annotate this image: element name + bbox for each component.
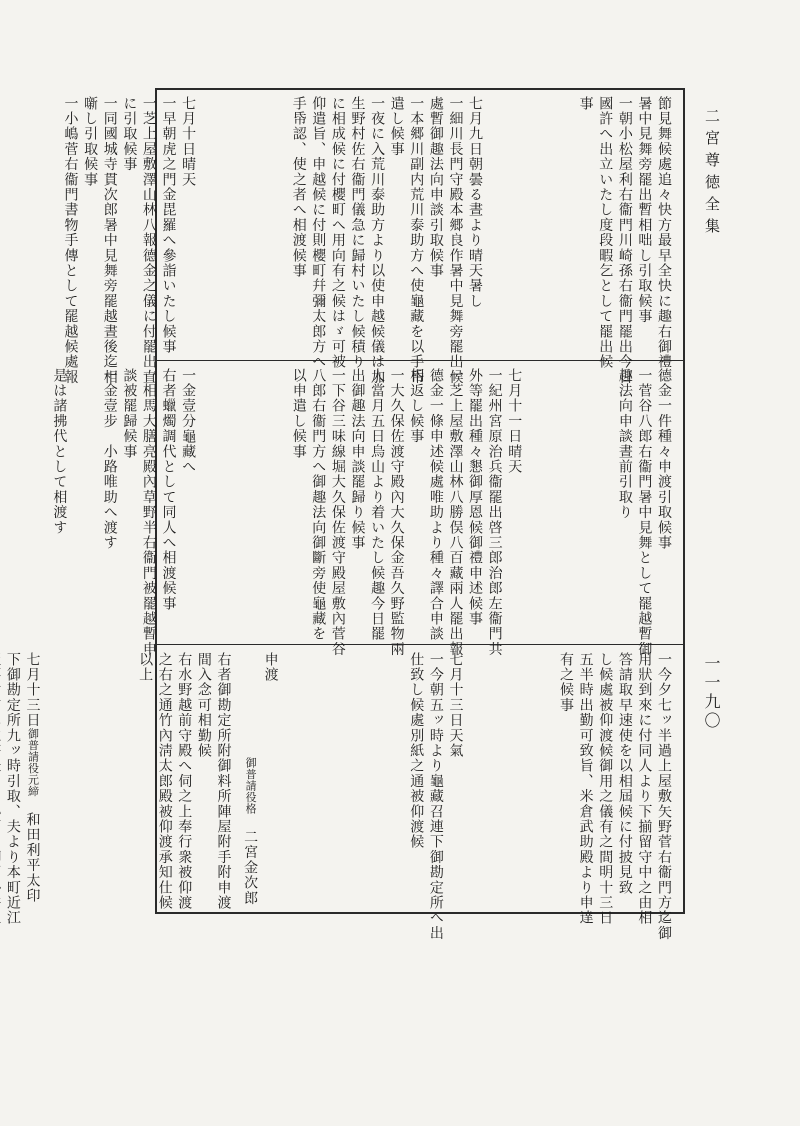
signature-date: 七月十三日 (24, 652, 41, 728)
text-line: 遣し候事 (388, 96, 405, 157)
text-line: 右者蠟燭調代として同人へ相渡候事 (160, 368, 177, 612)
text-line (0, 652, 2, 906)
text-line: 德金一件種々申渡引取候事 (656, 368, 672, 551)
text-line: 德金一條申述候處唯助より種々譯合申談 (427, 368, 444, 642)
text-line: 趣法向申談晝前引取り (616, 368, 633, 520)
appointment-line (232, 652, 260, 906)
text-line: 一菅谷八郎右衞門暑中見舞として罷越暫御 (636, 368, 653, 657)
middle-band (51, 362, 683, 657)
signer-name: 和田利平太印 (24, 812, 41, 904)
text-line: 事 (577, 96, 594, 112)
text-line: 一小嶋菅右衞門書物手傳として罷越候處報 (62, 96, 79, 385)
text-line: 手帋認、使之者へ相渡候事 (290, 96, 307, 279)
running-head: 二宮尊徳全集 (703, 108, 721, 240)
text-line: 八郎右衞門方へ御趣法向御斷旁使龜藏を (310, 368, 327, 642)
text-line: 出御趣法向申談罷歸り候事 (349, 368, 366, 551)
aside-note: 龜藏へ (180, 428, 197, 475)
text-line: 間入念可相勤候 (195, 652, 212, 759)
text-line: 相返し候事 (408, 368, 425, 444)
text-line: に引取候事 (121, 96, 138, 172)
date-heading: 七月十一日晴天 (506, 368, 523, 475)
text-line: 之右之通竹內淸太郎殿被仰渡承知仕候 (156, 652, 173, 911)
text-line: 一芝上屋敷澤山林八報德金之儀に付罷出直 (140, 96, 157, 385)
text-line: 一下谷三味線堀大久保佐渡守殿屋敷內菅谷 (329, 368, 346, 657)
text-line: 下御勘定所九ッ時引取、夫より本町近江 (4, 652, 21, 926)
text-line: 一細川長門守殿本郷良作暑中見舞旁罷出候 (447, 96, 464, 385)
text-line: 一本郷川副内荒川泰助方へ使龜藏を以手帋 (408, 96, 425, 385)
text-line: 右者御勘定所附御料所陣屋附手附申渡 (215, 652, 232, 911)
text-line: 節見舞候處追々快方最早全快に趣右御禮 (656, 96, 672, 370)
date-heading (22, 652, 135, 906)
text-line: 人當月五日烏山より着いたし候趣今日罷 (369, 368, 386, 642)
text-line: 答請取早速使を以相屆候に付披見致 (616, 652, 633, 896)
text-line: 一今朝五ッ時より龜藏召連下御勘定所へ出 (427, 652, 444, 941)
text-line: 一朝小松屋利右衞門川崎孫右衞門罷出今日 (616, 96, 633, 385)
text-line: 一大久保佐渡守殿內大久保金吾久野監物兩 (388, 368, 405, 657)
date-heading: 七月九日朝曇る晝より晴天暑し (467, 96, 484, 309)
text-line (178, 368, 289, 638)
text-line: 仰遣旨、申越候に付則櫻町幷彌太郎方へ (310, 96, 327, 370)
text-line: 暑中見舞旁罷出暫相咄し引取候事 (636, 96, 653, 324)
text-line: 談被罷歸候事 (121, 368, 138, 460)
text-line: し候處被仰渡候御用之儀有之間明十三日 (597, 652, 614, 926)
text-line: 以上 (137, 652, 154, 683)
text-line: 處暫御趣法向申談引取候事 (427, 96, 444, 279)
date-heading (0, 368, 49, 638)
text-line: 一芝上屋敷澤山林八勝俣八百藏兩人罷出報 (447, 368, 464, 657)
text-line: 一紀州宮原治兵衞罷出啓三郎治郎左衞門共 (486, 368, 503, 657)
top-band (62, 90, 683, 385)
text-line: 有之候事 (558, 652, 575, 713)
document-heading: 申渡 (262, 652, 279, 683)
text-line: 一夜に入荒川泰助方より以使申越候儀は加 (369, 96, 386, 385)
rank-title: 御普請役格 (244, 757, 258, 815)
text-line: 右水野越前守殿へ伺之上奉行衆被仰渡 (176, 652, 193, 911)
text-line: 仕致し候處別紙之通被仰渡候 (408, 652, 425, 850)
text-line: 國許へ出立いたし度段暇乞として罷出候 (597, 96, 614, 370)
appointee-name: 二宮金次郎 (242, 830, 259, 906)
text-line: 一相馬大膳亮殿內草野半右衞門被罷越暫申 (140, 368, 157, 657)
text-line: 一金壹步 小路唯助へ渡す (101, 368, 118, 551)
text-frame (4, 88, 685, 941)
date-heading: 七月十日晴天 (180, 96, 197, 188)
text-line: 用狀到來に付同人より下揃留守中之由相 (636, 652, 653, 926)
text-line: 五半時出勤可致旨、米倉武助殿より申達 (577, 652, 594, 926)
text-line: 一同國城寺貫次郎暑中見舞旁罷越晝後迄相 (101, 96, 118, 385)
text-line: 一早朝虎之門金毘羅へ參詣いたし候事 (160, 96, 177, 355)
page-number: 一一九〇 (702, 655, 721, 731)
text-line: 一今夕七ッ半過上屋敷矢野菅右衞門方迄御 (656, 652, 672, 941)
text-line: 生野村佐右衞門儀急に歸村いたし候積り (349, 96, 366, 370)
date-heading: 七月十三日天氣 (447, 652, 464, 759)
bottom-band (4, 646, 683, 941)
text-line: に相成候に付櫻町へ用向有之候はゞ可被 (329, 96, 346, 370)
signer-title: 御普請役元締 (26, 728, 40, 797)
text-line: 外等罷出種々懇御厚恩候御禮申述候事 (467, 368, 484, 627)
text-line: 以申遣し候事 (290, 368, 307, 460)
amount-entry: 一金壹分 (180, 368, 197, 429)
text-line: 是は諸拂代として相渡す (51, 368, 68, 536)
text-line: 噺し引取候事 (82, 96, 99, 188)
